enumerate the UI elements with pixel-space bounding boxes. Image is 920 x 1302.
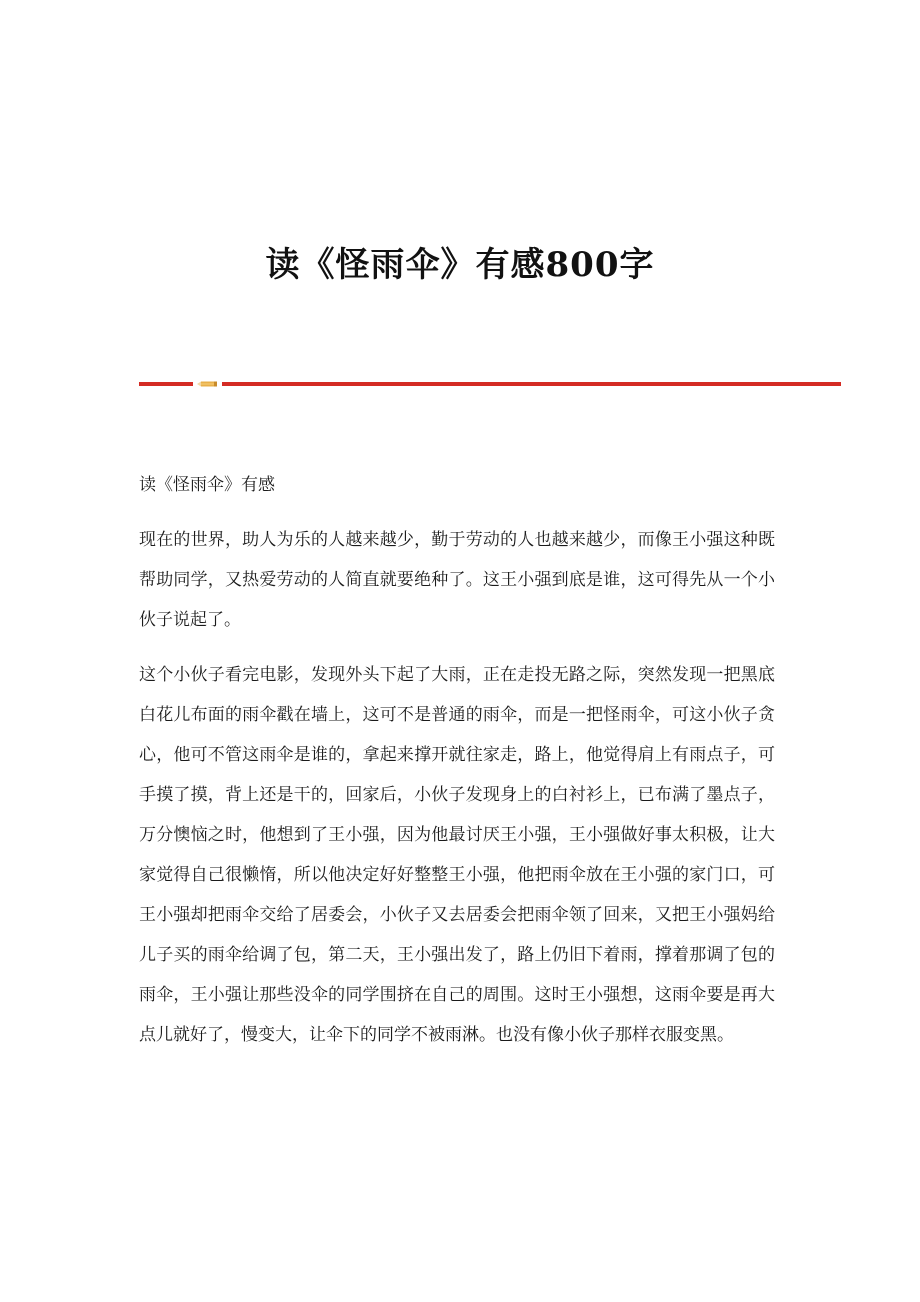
divider-line-right xyxy=(222,382,841,386)
divider-line-left xyxy=(139,382,193,386)
pencil-ornament-icon xyxy=(197,380,217,388)
paragraph: 这个小伙子看完电影，发现外头下起了大雨，正在走投无路之际，突然发现一把黑底白花儿布面的雨伞戳在墙上，这可不是普通的雨伞，而是一把怪雨伞，可这小伙子贪心，他可不管这雨伞是谁的，拿起来撑开就往家走，路上，他觉得肩上有雨点子，可手摸了摸，背上还是干的，回家后，小伙子发现身上的白衬衫上，已布满了墨点子，万分懊恼之时，他想到了王小强，因为他最讨厌王小强，王小强做好事太积极，让大家觉得自己很懒惰，所以他决定好好整整王小强，他把雨伞放在王小强的家门口，可王小强却把雨伞交给了居委会，小伙子又去居委会把雨伞领了回来，又把王小强妈给儿子买的雨伞给调了包，第二天，王小强出发了，路上仍旧下着雨，撑着那调了包的雨伞，王小强让那些没伞的同学围挤在自己的周围。这时王小强想，这雨伞要是再大点儿就好了，慢变大，让伞下的同学不被雨淋。也没有像小伙子那样衣服变黑。 xyxy=(139,665,775,1045)
document-title: 读《怪雨伞》有感800字 xyxy=(265,244,655,285)
document-body xyxy=(139,470,775,1070)
paragraph: 现在的世界，助人为乐的人越来越少，勤于劳动的人也越来越少，而像王小强这种既帮助同学，又热爱劳动的人简直就要绝种了。这王小强到底是谁，这可得先从一个小伙子说起了。 xyxy=(139,530,775,630)
title-divider xyxy=(139,380,841,388)
article-subtitle: 读《怪雨伞》有感 xyxy=(139,475,275,495)
